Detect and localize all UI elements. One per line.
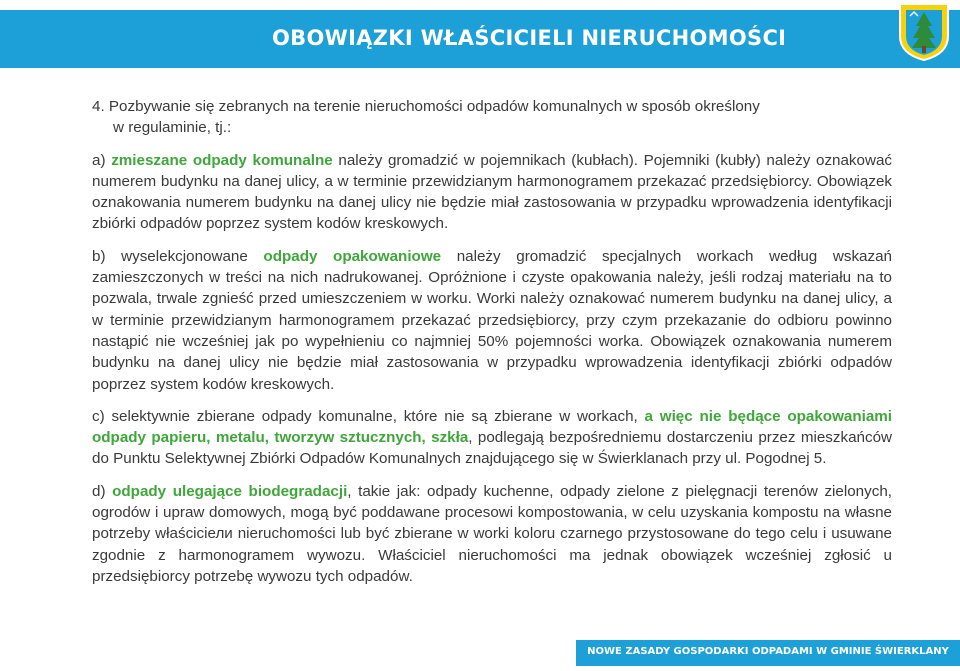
- point-c: [92, 406, 892, 470]
- point-b-text-before: wyselekcjonowane: [105, 247, 264, 265]
- point-d-highlight: odpady ulegające biodegradacji: [112, 482, 348, 500]
- point-a-text: należy gromadzić w pojemnikach (kubłach). Pojemniki (kubły) należy oznakować numerem budynku na danej ulicy, a w terminie przewidzianym harmonogramem przekazać przedsiębiorcy.: [92, 151, 892, 190]
- point-a: [92, 150, 892, 235]
- footer-text: NOWE ZASADY GOSPODARKI ODPADAMI W GMINIE ŚWIERKLANY: [587, 646, 949, 657]
- point-c-marker: c): [92, 407, 105, 425]
- footer-bar: [576, 640, 960, 666]
- item-4-text: Pozbywanie się zebranych na terenie nieruchomości odpadów komunalnych w sposób określony: [108, 98, 760, 115]
- content: [92, 96, 892, 598]
- item-4-number: 4.: [92, 98, 105, 115]
- point-d-text-after: , takie jak: odpady kuchenne, odpady zielone z pielęgnacji terenów zielonych, ogrodów i upraw domowych, mogą być poddawane procesowi kompostowania, w celu uzyskania kompostu na własne potrzeby właściciели nieruchomości lub być zbierane w worki koloru czarnego przystosowane do tego celu i usuwane zgodnie z harmonogramem wywozu. Właściciel nieruchomości ma jednak obowiązek wcześniej zgłosić u przedsiębiorcy potrzebę wywozu tych odpadów.: [92, 482, 892, 585]
- point-c-text-before: selektywnie zbierane odpady komunalne, które nie są zbierane w workach,: [104, 407, 645, 425]
- item-4-text-cont: w regulaminie, tj.:: [113, 119, 232, 137]
- coat-of-arms-icon: [898, 2, 950, 62]
- point-b-highlight: odpady opakowaniowe: [263, 247, 442, 265]
- point-d-marker: d): [92, 482, 106, 500]
- point-a-text2: Obowiązek oznakowania numerem budynku na danej ulicy nie będzie miał zastosowania w przypadku wprowadzenia identyfikacji zbiórki odpadów poprzez system kodów kreskowych.: [92, 172, 893, 233]
- header-bar: [0, 10, 960, 68]
- point-a-highlight: zmieszane odpady komunalne: [111, 151, 333, 169]
- point-c-highlight: a więc nie będące opakowaniami odpady papieru, metalu, tworzyw sztucznych, szkła: [92, 407, 893, 447]
- point-d: [92, 481, 892, 587]
- page-title: OBOWIĄZKI WŁAŚCICIELI NIERUCHOMOŚCI: [272, 26, 787, 50]
- point-b-text-after: należy gromadzić specjalnych workach według wskazań zamieszczonych w treści na nich nadrukowanej. Opróżnione i czyste opakowania należy, jeśli rodzaj materiału na to pozwala, trwale zgnieść przed umieszczeniem w worku. Worki należy oznakować numerem budynku na danej ulicy, a w terminie przewidzianym harmonogramem przekazać przedsiębiorcy, przy czym przekazanie do odbioru powinno nastąpić nie wcześniej jak po wypełnieniu co najmniej 50% pojemności worka. Obowiązek oznakowania numerem budynku na danej ulicy nie będzie miał zastosowania w przypadku wprowadzenia identyfikacji zbiórki odpadów poprzez system kodów kreskowych.: [92, 247, 892, 393]
- point-b-marker: b): [92, 247, 106, 265]
- item-4: [92, 96, 892, 139]
- point-a-marker: a): [92, 151, 106, 169]
- point-b: [92, 246, 892, 395]
- point-c-text-after: , podlegają bezpośredniemu dostarczeniu przez mieszkańców do Punktu Selektywnej Zbiórki Odpadów Komunalnych znajdującego się w Świerklanach przy ul. Pogodnej 5.: [92, 429, 892, 468]
